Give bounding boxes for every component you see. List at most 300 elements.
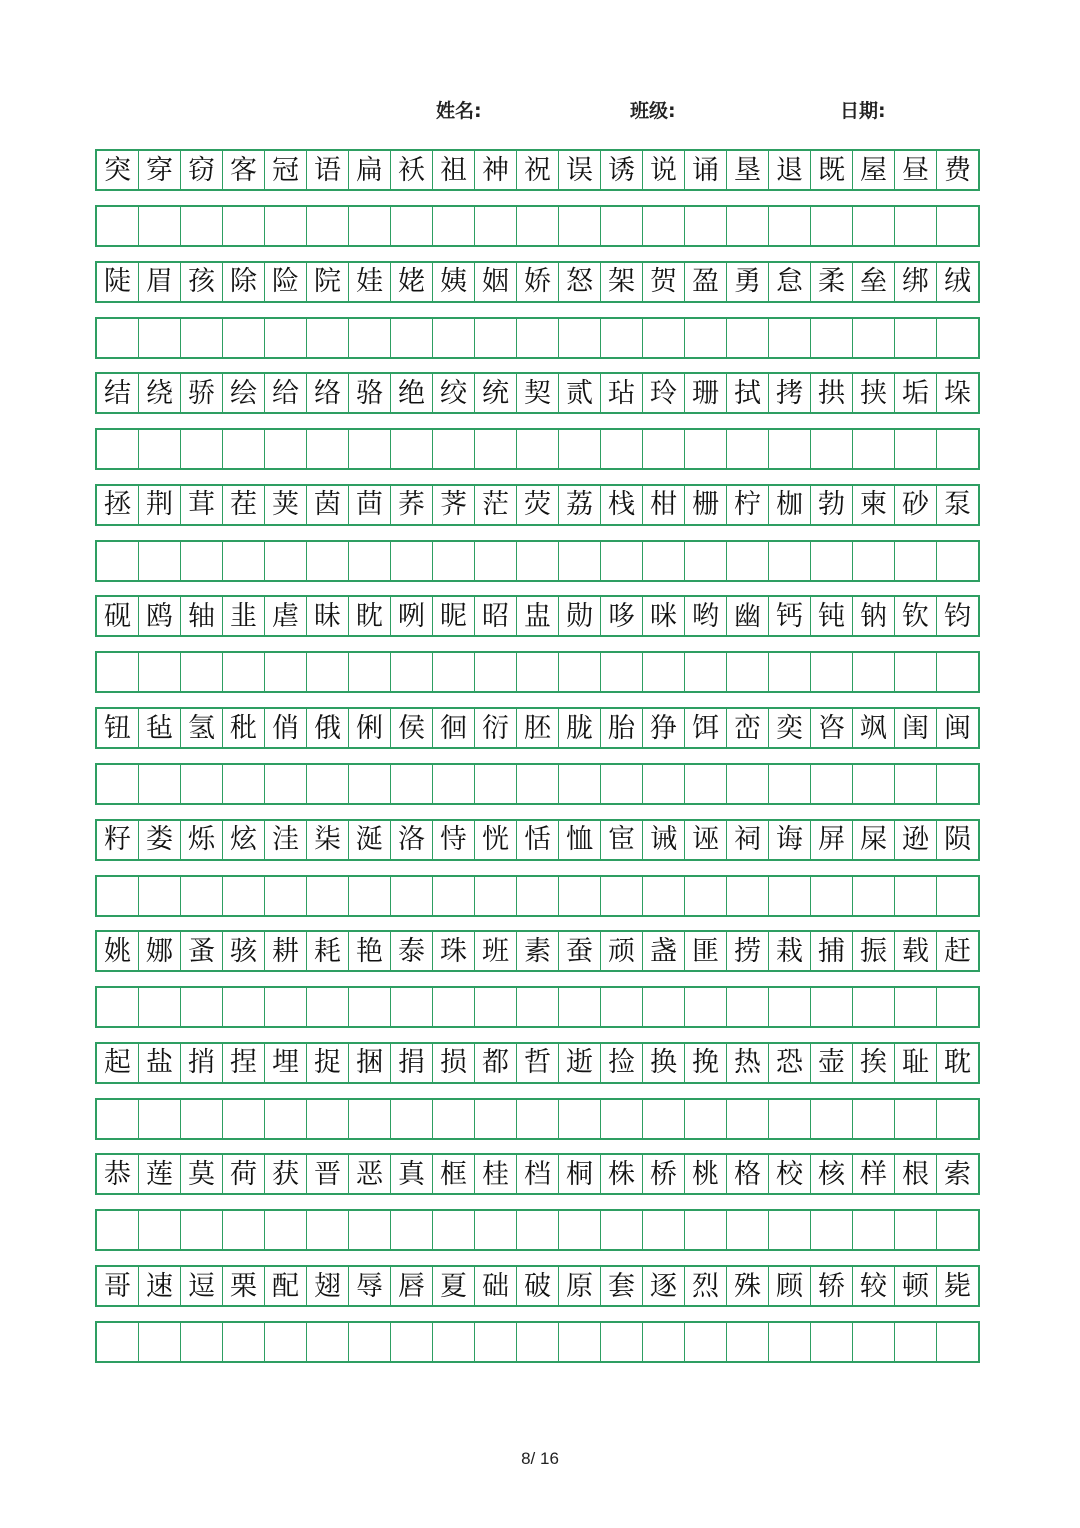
practice-cell[interactable]: [811, 319, 853, 357]
practice-cell[interactable]: [559, 430, 601, 468]
practice-cell[interactable]: [685, 1211, 727, 1249]
practice-cell[interactable]: [349, 1100, 391, 1138]
practice-cell[interactable]: [559, 542, 601, 580]
practice-cell[interactable]: [97, 765, 139, 803]
practice-cell[interactable]: [139, 988, 181, 1026]
practice-cell[interactable]: [433, 207, 475, 245]
practice-cell[interactable]: [853, 988, 895, 1026]
practice-cell[interactable]: [937, 319, 978, 357]
practice-cell[interactable]: [727, 988, 769, 1026]
practice-cell[interactable]: [727, 319, 769, 357]
practice-cell[interactable]: [391, 988, 433, 1026]
practice-cell[interactable]: [727, 877, 769, 915]
practice-cell[interactable]: [643, 542, 685, 580]
practice-cell[interactable]: [349, 319, 391, 357]
practice-cell[interactable]: [937, 1211, 978, 1249]
character-cell: 诫: [643, 821, 685, 859]
practice-cell[interactable]: [265, 430, 307, 468]
practice-cell[interactable]: [559, 988, 601, 1026]
practice-cell[interactable]: [433, 319, 475, 357]
practice-cell[interactable]: [307, 1211, 349, 1249]
practice-cell[interactable]: [895, 765, 937, 803]
character-cell: 逐: [643, 1267, 685, 1305]
practice-cell[interactable]: [433, 542, 475, 580]
practice-cell[interactable]: [685, 1323, 727, 1361]
practice-cell[interactable]: [391, 1211, 433, 1249]
practice-cell[interactable]: [643, 765, 685, 803]
character-cell: 屋: [853, 151, 895, 189]
character-cell: 振: [853, 932, 895, 970]
practice-cell[interactable]: [601, 207, 643, 245]
practice-cell[interactable]: [559, 765, 601, 803]
practice-cell[interactable]: [643, 877, 685, 915]
practice-cell[interactable]: [139, 430, 181, 468]
practice-cell[interactable]: [769, 1323, 811, 1361]
practice-cell[interactable]: [643, 430, 685, 468]
practice-cell[interactable]: [223, 1100, 265, 1138]
practice-cell[interactable]: [433, 988, 475, 1026]
practice-cell[interactable]: [811, 1100, 853, 1138]
practice-cell[interactable]: [223, 1323, 265, 1361]
practice-cell[interactable]: [727, 1323, 769, 1361]
practice-cell[interactable]: [937, 765, 978, 803]
character-cell: 恐: [769, 1044, 811, 1082]
practice-cell[interactable]: [307, 877, 349, 915]
practice-cell[interactable]: [769, 877, 811, 915]
practice-cell[interactable]: [97, 653, 139, 691]
practice-cell[interactable]: [223, 207, 265, 245]
practice-cell[interactable]: [97, 1211, 139, 1249]
practice-cell[interactable]: [307, 653, 349, 691]
practice-cell[interactable]: [475, 1211, 517, 1249]
practice-cell[interactable]: [265, 319, 307, 357]
character-cell: 都: [475, 1044, 517, 1082]
practice-cell[interactable]: [223, 430, 265, 468]
character-cell: 院: [307, 263, 349, 301]
practice-cell[interactable]: [391, 542, 433, 580]
practice-cell[interactable]: [769, 207, 811, 245]
practice-cell[interactable]: [559, 1211, 601, 1249]
practice-cell[interactable]: [391, 1100, 433, 1138]
character-cell: 柔: [811, 263, 853, 301]
practice-cell[interactable]: [937, 542, 978, 580]
character-row: [95, 819, 980, 861]
character-cell: 配: [265, 1267, 307, 1305]
character-cell: 栗: [223, 1267, 265, 1305]
practice-cell[interactable]: [769, 653, 811, 691]
practice-cell[interactable]: [475, 653, 517, 691]
practice-cell[interactable]: [97, 877, 139, 915]
practice-cell[interactable]: [307, 542, 349, 580]
practice-cell[interactable]: [265, 1323, 307, 1361]
character-cell: 珊: [685, 374, 727, 412]
practice-cell[interactable]: [643, 1323, 685, 1361]
practice-cell[interactable]: [181, 765, 223, 803]
practice-cell[interactable]: [769, 988, 811, 1026]
practice-cell[interactable]: [937, 430, 978, 468]
character-cell: 架: [601, 263, 643, 301]
character-cell: 绘: [223, 374, 265, 412]
practice-cell[interactable]: [853, 1211, 895, 1249]
practice-cell[interactable]: [139, 877, 181, 915]
practice-cell[interactable]: [643, 988, 685, 1026]
character-cell: 勇: [727, 263, 769, 301]
practice-cell[interactable]: [265, 1211, 307, 1249]
practice-cell[interactable]: [433, 877, 475, 915]
character-cell: 破: [517, 1267, 559, 1305]
practice-cell[interactable]: [811, 430, 853, 468]
practice-cell[interactable]: [517, 1211, 559, 1249]
practice-cell[interactable]: [181, 542, 223, 580]
page-number: 8/ 16: [521, 1449, 559, 1468]
practice-cell[interactable]: [853, 765, 895, 803]
practice-cell[interactable]: [937, 207, 978, 245]
character-cell: 荷: [223, 1155, 265, 1193]
character-cell: 恶: [349, 1155, 391, 1193]
practice-row: [95, 1098, 980, 1140]
practice-cell[interactable]: [853, 1100, 895, 1138]
character-cell: 恬: [517, 821, 559, 859]
practice-cell[interactable]: [181, 430, 223, 468]
practice-cell[interactable]: [433, 1323, 475, 1361]
practice-cell[interactable]: [391, 877, 433, 915]
practice-cell[interactable]: [223, 988, 265, 1026]
practice-cell[interactable]: [769, 430, 811, 468]
practice-cell[interactable]: [433, 1100, 475, 1138]
practice-cell[interactable]: [937, 988, 978, 1026]
practice-cell[interactable]: [937, 877, 978, 915]
practice-cell[interactable]: [559, 207, 601, 245]
character-cell: 绝: [391, 374, 433, 412]
character-cell: 拭: [727, 374, 769, 412]
practice-cell[interactable]: [433, 1211, 475, 1249]
practice-cell[interactable]: [139, 1100, 181, 1138]
practice-cell[interactable]: [601, 430, 643, 468]
practice-row: [95, 540, 980, 582]
practice-cell[interactable]: [307, 319, 349, 357]
practice-cell[interactable]: [853, 542, 895, 580]
character-cell: 格: [727, 1155, 769, 1193]
practice-cell[interactable]: [181, 1100, 223, 1138]
practice-cell[interactable]: [517, 988, 559, 1026]
practice-cell[interactable]: [97, 542, 139, 580]
practice-cell[interactable]: [685, 1100, 727, 1138]
practice-cell[interactable]: [895, 319, 937, 357]
character-cell: 绑: [895, 263, 937, 301]
character-cell: 获: [265, 1155, 307, 1193]
practice-cell[interactable]: [349, 765, 391, 803]
practice-cell[interactable]: [475, 1323, 517, 1361]
practice-cell[interactable]: [349, 430, 391, 468]
practice-row: [95, 317, 980, 359]
character-cell: 茴: [349, 486, 391, 524]
practice-cell[interactable]: [223, 653, 265, 691]
practice-cell[interactable]: [181, 1323, 223, 1361]
practice-cell[interactable]: [769, 765, 811, 803]
character-cell: 桐: [559, 1155, 601, 1193]
character-cell: 真: [391, 1155, 433, 1193]
practice-cell[interactable]: [601, 542, 643, 580]
practice-cell[interactable]: [391, 430, 433, 468]
practice-cell[interactable]: [601, 988, 643, 1026]
practice-cell[interactable]: [517, 319, 559, 357]
character-row: [95, 261, 980, 303]
practice-cell[interactable]: [895, 1323, 937, 1361]
practice-cell[interactable]: [517, 877, 559, 915]
practice-cell[interactable]: [97, 319, 139, 357]
practice-cell[interactable]: [265, 653, 307, 691]
practice-cell[interactable]: [181, 1211, 223, 1249]
practice-cell[interactable]: [727, 542, 769, 580]
practice-cell[interactable]: [433, 430, 475, 468]
practice-cell[interactable]: [181, 653, 223, 691]
practice-cell[interactable]: [685, 430, 727, 468]
practice-cell[interactable]: [475, 988, 517, 1026]
character-cell: 蚤: [181, 932, 223, 970]
practice-cell[interactable]: [853, 207, 895, 245]
character-cell: 捞: [727, 932, 769, 970]
character-cell: 昭: [475, 597, 517, 635]
practice-cell[interactable]: [853, 653, 895, 691]
practice-row: [95, 1321, 980, 1363]
practice-cell[interactable]: [769, 1100, 811, 1138]
practice-cell[interactable]: [811, 1323, 853, 1361]
practice-cell[interactable]: [601, 765, 643, 803]
practice-cell[interactable]: [265, 877, 307, 915]
practice-cell[interactable]: [349, 877, 391, 915]
character-cell: 诱: [601, 151, 643, 189]
practice-cell[interactable]: [811, 653, 853, 691]
practice-cell[interactable]: [139, 653, 181, 691]
practice-cell[interactable]: [853, 1323, 895, 1361]
practice-cell[interactable]: [139, 765, 181, 803]
practice-cell[interactable]: [895, 207, 937, 245]
practice-cell[interactable]: [517, 765, 559, 803]
character-cell: 载: [895, 932, 937, 970]
character-cell: 夏: [433, 1267, 475, 1305]
character-cell: 班: [475, 932, 517, 970]
practice-cell[interactable]: [727, 1100, 769, 1138]
practice-row: [95, 986, 980, 1028]
practice-cell[interactable]: [181, 877, 223, 915]
practice-cell[interactable]: [265, 1100, 307, 1138]
practice-cell[interactable]: [685, 319, 727, 357]
practice-cell[interactable]: [601, 319, 643, 357]
practice-cell[interactable]: [391, 319, 433, 357]
practice-cell[interactable]: [265, 988, 307, 1026]
practice-cell[interactable]: [223, 765, 265, 803]
practice-cell[interactable]: [181, 207, 223, 245]
practice-cell[interactable]: [895, 1211, 937, 1249]
practice-cell[interactable]: [517, 1100, 559, 1138]
practice-cell[interactable]: [685, 988, 727, 1026]
practice-cell[interactable]: [895, 1100, 937, 1138]
practice-cell[interactable]: [349, 988, 391, 1026]
practice-cell[interactable]: [685, 877, 727, 915]
character-cell: 盈: [685, 263, 727, 301]
practice-cell[interactable]: [517, 207, 559, 245]
character-cell: 垒: [853, 263, 895, 301]
practice-cell[interactable]: [559, 877, 601, 915]
practice-cell[interactable]: [223, 1211, 265, 1249]
character-cell: 玷: [601, 374, 643, 412]
character-cell: 徊: [433, 709, 475, 747]
character-cell: 眉: [139, 263, 181, 301]
practice-cell[interactable]: [97, 1323, 139, 1361]
practice-cell[interactable]: [853, 877, 895, 915]
practice-cell[interactable]: [265, 765, 307, 803]
practice-cell[interactable]: [139, 207, 181, 245]
practice-cell[interactable]: [853, 430, 895, 468]
practice-cell[interactable]: [475, 430, 517, 468]
practice-cell[interactable]: [727, 653, 769, 691]
character-cell: 挨: [853, 1044, 895, 1082]
practice-cell[interactable]: [307, 1323, 349, 1361]
practice-cell[interactable]: [517, 542, 559, 580]
character-cell: 荧: [517, 486, 559, 524]
practice-cell[interactable]: [727, 207, 769, 245]
character-cell: 套: [601, 1267, 643, 1305]
class-label: 班级:: [630, 100, 676, 122]
practice-cell[interactable]: [643, 653, 685, 691]
character-cell: 祝: [517, 151, 559, 189]
practice-cell[interactable]: [937, 1323, 978, 1361]
practice-cell[interactable]: [895, 877, 937, 915]
character-cell: 晋: [307, 1155, 349, 1193]
practice-cell[interactable]: [307, 988, 349, 1026]
practice-cell[interactable]: [475, 1100, 517, 1138]
practice-cell[interactable]: [349, 1323, 391, 1361]
practice-cell[interactable]: [895, 542, 937, 580]
practice-cell[interactable]: [433, 765, 475, 803]
practice-cell[interactable]: [475, 765, 517, 803]
practice-cell[interactable]: [139, 542, 181, 580]
practice-cell[interactable]: [97, 207, 139, 245]
practice-cell[interactable]: [895, 653, 937, 691]
practice-cell[interactable]: [307, 1100, 349, 1138]
practice-cell[interactable]: [349, 653, 391, 691]
character-cell: 校: [769, 1155, 811, 1193]
practice-cell[interactable]: [895, 988, 937, 1026]
practice-cell[interactable]: [601, 1100, 643, 1138]
practice-cell[interactable]: [517, 1323, 559, 1361]
practice-cell[interactable]: [811, 765, 853, 803]
practice-cell[interactable]: [223, 542, 265, 580]
practice-cell[interactable]: [391, 653, 433, 691]
practice-cell[interactable]: [937, 1100, 978, 1138]
character-row: [95, 930, 980, 972]
practice-cell[interactable]: [307, 207, 349, 245]
character-cell: 绞: [433, 374, 475, 412]
practice-cell[interactable]: [895, 430, 937, 468]
practice-cell[interactable]: [391, 1323, 433, 1361]
practice-cell[interactable]: [811, 988, 853, 1026]
practice-cell[interactable]: [517, 653, 559, 691]
character-cell: 客: [223, 151, 265, 189]
practice-cell[interactable]: [769, 542, 811, 580]
character-cell: 壶: [811, 1044, 853, 1082]
practice-cell[interactable]: [601, 1211, 643, 1249]
character-cell: 损: [433, 1044, 475, 1082]
practice-cell[interactable]: [559, 653, 601, 691]
practice-cell[interactable]: [727, 765, 769, 803]
practice-cell[interactable]: [769, 319, 811, 357]
practice-cell[interactable]: [559, 1323, 601, 1361]
practice-cell[interactable]: [853, 319, 895, 357]
practice-cell[interactable]: [475, 542, 517, 580]
character-row: [95, 372, 980, 414]
practice-cell[interactable]: [601, 653, 643, 691]
practice-cell[interactable]: [685, 653, 727, 691]
practice-cell[interactable]: [433, 653, 475, 691]
character-row: [95, 149, 980, 191]
practice-cell[interactable]: [685, 542, 727, 580]
practice-cell[interactable]: [139, 1211, 181, 1249]
practice-cell[interactable]: [559, 319, 601, 357]
practice-cell[interactable]: [769, 1211, 811, 1249]
practice-cell[interactable]: [643, 1211, 685, 1249]
practice-cell[interactable]: [181, 988, 223, 1026]
practice-cell[interactable]: [559, 1100, 601, 1138]
practice-cell[interactable]: [391, 207, 433, 245]
practice-cell[interactable]: [475, 877, 517, 915]
practice-cell[interactable]: [97, 1100, 139, 1138]
practice-cell[interactable]: [685, 765, 727, 803]
character-cell: 蚕: [559, 932, 601, 970]
character-cell: 衍: [475, 709, 517, 747]
practice-cell[interactable]: [643, 319, 685, 357]
practice-cell[interactable]: [139, 319, 181, 357]
practice-cell[interactable]: [811, 877, 853, 915]
character-cell: 茫: [475, 486, 517, 524]
practice-cell[interactable]: [601, 1323, 643, 1361]
practice-cell[interactable]: [181, 319, 223, 357]
practice-cell[interactable]: [307, 430, 349, 468]
practice-cell[interactable]: [391, 765, 433, 803]
practice-cell[interactable]: [307, 765, 349, 803]
practice-cell[interactable]: [811, 207, 853, 245]
practice-cell[interactable]: [811, 542, 853, 580]
character-cell: 挽: [685, 1044, 727, 1082]
practice-cell[interactable]: [643, 207, 685, 245]
practice-cell[interactable]: [349, 1211, 391, 1249]
character-cell: 毡: [139, 709, 181, 747]
practice-cell[interactable]: [265, 542, 307, 580]
practice-cell[interactable]: [139, 1323, 181, 1361]
practice-cell[interactable]: [97, 430, 139, 468]
practice-cell[interactable]: [97, 988, 139, 1026]
character-cell: 勃: [811, 486, 853, 524]
practice-cell[interactable]: [223, 877, 265, 915]
practice-cell[interactable]: [349, 542, 391, 580]
practice-cell[interactable]: [265, 207, 307, 245]
practice-cell[interactable]: [601, 877, 643, 915]
practice-cell[interactable]: [937, 653, 978, 691]
practice-cell[interactable]: [475, 319, 517, 357]
practice-cell[interactable]: [685, 207, 727, 245]
character-cell: 契: [517, 374, 559, 412]
character-cell: 洼: [265, 821, 307, 859]
practice-cell[interactable]: [727, 430, 769, 468]
practice-cell[interactable]: [475, 207, 517, 245]
practice-cell[interactable]: [643, 1100, 685, 1138]
practice-cell[interactable]: [517, 430, 559, 468]
practice-cell[interactable]: [727, 1211, 769, 1249]
character-cell: 茬: [223, 486, 265, 524]
practice-cell[interactable]: [349, 207, 391, 245]
practice-cell[interactable]: [811, 1211, 853, 1249]
practice-cell[interactable]: [223, 319, 265, 357]
